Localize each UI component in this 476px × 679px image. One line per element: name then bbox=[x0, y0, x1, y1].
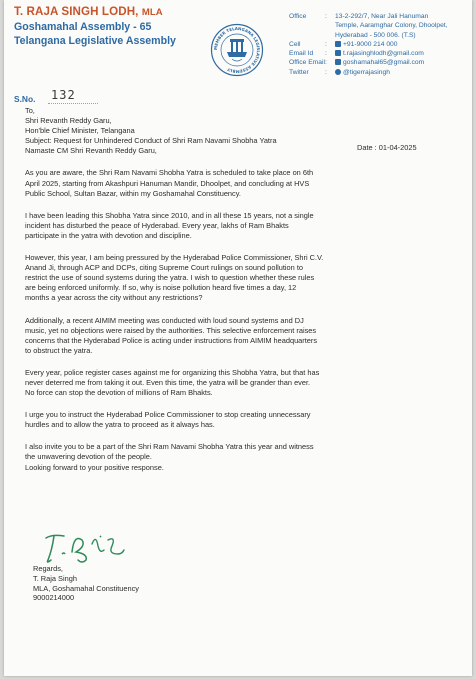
letter-greeting: Namaste CM Shri Revanth Reddy Garu, bbox=[25, 146, 157, 156]
contact-label: Office Email bbox=[289, 59, 325, 67]
mla-name bbox=[14, 4, 176, 20]
mail-icon bbox=[335, 59, 341, 65]
contact-value bbox=[335, 49, 471, 58]
contact-separator: : bbox=[325, 40, 327, 48]
contact-separator: : bbox=[325, 13, 327, 20]
letter-closing: Looking forward to your positive response. bbox=[25, 462, 164, 472]
mla-designation: MLA bbox=[141, 7, 163, 18]
contact-value bbox=[335, 21, 471, 30]
body-paragraph bbox=[25, 211, 459, 241]
paragraph-line: incident has disturbed the peace of Hyderabad. Every year, lakhs of Ram Bhakts bbox=[25, 220, 289, 230]
signoff: Regards, bbox=[33, 564, 63, 573]
paragraph-line: Public School, Sultan Bazar, within my Goshamahal Constituency. bbox=[25, 188, 241, 198]
contact-label bbox=[289, 31, 325, 40]
contact-label: Cell bbox=[289, 40, 301, 48]
contact-value-text: goshamahal65@gmail.com bbox=[343, 59, 425, 67]
contact-separator: : bbox=[325, 59, 327, 67]
contact-separator bbox=[325, 21, 335, 30]
contact-block bbox=[289, 12, 471, 77]
recipient-line: Hon'ble Chief Minister, Telangana bbox=[25, 126, 135, 136]
paragraph-line: participate in the yatra with devotion and discipline. bbox=[25, 230, 192, 240]
contact-row bbox=[289, 49, 471, 58]
contact-value-text: 13-2-292/7, Near Jali Hanuman bbox=[335, 13, 429, 20]
signatory-title: MLA, Goshamahal Constituency bbox=[33, 583, 139, 593]
paragraph-line: hurdles and to allow the yatra to proceed as it always has. bbox=[25, 420, 215, 430]
body-paragraph bbox=[25, 316, 459, 356]
letter-body bbox=[25, 106, 459, 473]
contact-label bbox=[289, 21, 325, 30]
letter-subject: Subject: Request for Unhindered Conduct of Shri Ram Navami Shobha Yatra bbox=[25, 136, 277, 146]
assembly-name: Goshamahal Assembly - 65 bbox=[14, 21, 152, 33]
contact-label: Office bbox=[289, 13, 307, 20]
paragraph-line: I have been leading this Shobha Yatra since 2010, and in all these 15 years, not a single bbox=[25, 210, 314, 220]
contact-value-text: t.rajasinghlodh@gmail.com bbox=[343, 50, 424, 58]
recipient-line: To, bbox=[25, 106, 35, 115]
paragraph-line: never deterred me from taking it out. Even this time, the yatra will be grander than ever. bbox=[25, 377, 311, 387]
contact-value-text: +91-9000 214 000 bbox=[343, 40, 398, 48]
paragraph-line: the unwavering devotion of the people. bbox=[25, 452, 152, 462]
paragraph-line: months a year across the city without any restrictions? bbox=[25, 293, 203, 303]
contact-value bbox=[335, 58, 471, 67]
recipient-line: Shri Revanth Reddy Garu, bbox=[25, 116, 112, 126]
signatory-name: T. Raja Singh bbox=[33, 573, 77, 583]
contact-label: Twitter bbox=[289, 68, 309, 76]
paragraph-line: Every year, police register cases against me for organizing this Shobha Yatra, but that has bbox=[25, 367, 320, 377]
body-paragraph bbox=[25, 442, 459, 462]
paragraph-line: Additionally, a recent AIMIM meeting was conducted with loud sound systems and DJ bbox=[25, 315, 304, 325]
contact-value-text: @tigerrajasingh bbox=[343, 68, 390, 76]
serial-number-label: S.No. bbox=[14, 94, 36, 104]
mail-icon bbox=[335, 50, 341, 56]
paragraph-line: I also invite you to be a part of the Shri Ram Navami Shobha Yatra this year and witness bbox=[25, 442, 314, 452]
paragraph-line: No force can stop the devotion of millions of Ram Bhakts. bbox=[25, 388, 213, 398]
contact-separator: : bbox=[325, 68, 327, 76]
contact-row bbox=[289, 58, 471, 67]
twitter-icon bbox=[335, 69, 341, 75]
contact-row bbox=[289, 12, 471, 21]
contact-value-text: Temple, Aaramghar Colony, Dhoolpet, bbox=[335, 22, 448, 30]
paragraph-line: music, yet no objections were raised by the authorities. This selective enforcement raises bbox=[25, 325, 317, 335]
paragraph-line: are being enforced uniformly. If so, why is noise pollution heard five times a day, 12 bbox=[25, 283, 297, 293]
contact-row bbox=[289, 68, 471, 77]
body-paragraph bbox=[25, 410, 459, 430]
signature-block bbox=[33, 564, 139, 603]
body-paragraph bbox=[25, 368, 459, 398]
body-paragraph bbox=[25, 168, 459, 198]
contact-value bbox=[335, 31, 471, 40]
seal-text: MEMBER TELANGANA LEGISLATIVE ASSEMBLY bbox=[212, 25, 262, 75]
paragraph-line: restrict the use of sound systems during the yatra. I wish to question whether these rules bbox=[25, 273, 315, 283]
paragraph-line: to obstruct the yatra. bbox=[25, 345, 93, 355]
paragraph-line: concerns that the Hyderabad Police is acting under instructions from AIMIM headquarters bbox=[25, 335, 318, 345]
paragraph-line: Anand Ji, through ACP and DCPs, citing Supreme Court rulings on sound pollution to bbox=[25, 263, 303, 273]
contact-separator: : bbox=[325, 50, 327, 58]
contact-row bbox=[289, 21, 471, 30]
contact-value-text: Hyderabad - 500 006. (T.S) bbox=[335, 31, 416, 39]
contact-label: Email Id bbox=[289, 50, 314, 58]
paragraph-line: As you are aware, the Shri Ram Navami Shobha Yatra is scheduled to take place on 6th bbox=[25, 168, 314, 178]
recipient-block bbox=[25, 106, 459, 136]
signatory-phone: 9000214000 bbox=[33, 593, 75, 603]
letter-date: Date : 01-04-2025 bbox=[357, 143, 417, 152]
letter-paragraphs bbox=[25, 168, 459, 462]
paragraph-line: However, this year, I am being pressured by the Hyderabad Police Commissioner, Shri C.V. bbox=[25, 253, 324, 263]
letter-page bbox=[4, 0, 472, 676]
contact-separator bbox=[325, 31, 335, 40]
assembly-seal-icon bbox=[210, 23, 264, 77]
contact-row bbox=[289, 31, 471, 40]
paragraph-line: April 2025, starting from Akashpuri Hanuman Mandir, Dhoolpet, and concluding at HVS bbox=[25, 178, 310, 188]
legislature-name: Telangana Legislative Assembly bbox=[14, 35, 176, 47]
serial-number-value: 132 bbox=[51, 88, 76, 102]
paragraph-line: I urge you to instruct the Hyderabad Police Commissioner to stop creating unnecessary bbox=[25, 410, 311, 420]
body-paragraph bbox=[25, 253, 459, 303]
contact-value bbox=[335, 68, 471, 77]
contact-row bbox=[289, 40, 471, 49]
serial-number-underline bbox=[48, 103, 98, 104]
phone-icon bbox=[335, 41, 341, 47]
contact-value bbox=[335, 40, 471, 49]
contact-value bbox=[335, 12, 471, 21]
letterhead-identity bbox=[14, 4, 176, 48]
mla-name-text: T. RAJA SINGH LODH, bbox=[14, 5, 139, 18]
